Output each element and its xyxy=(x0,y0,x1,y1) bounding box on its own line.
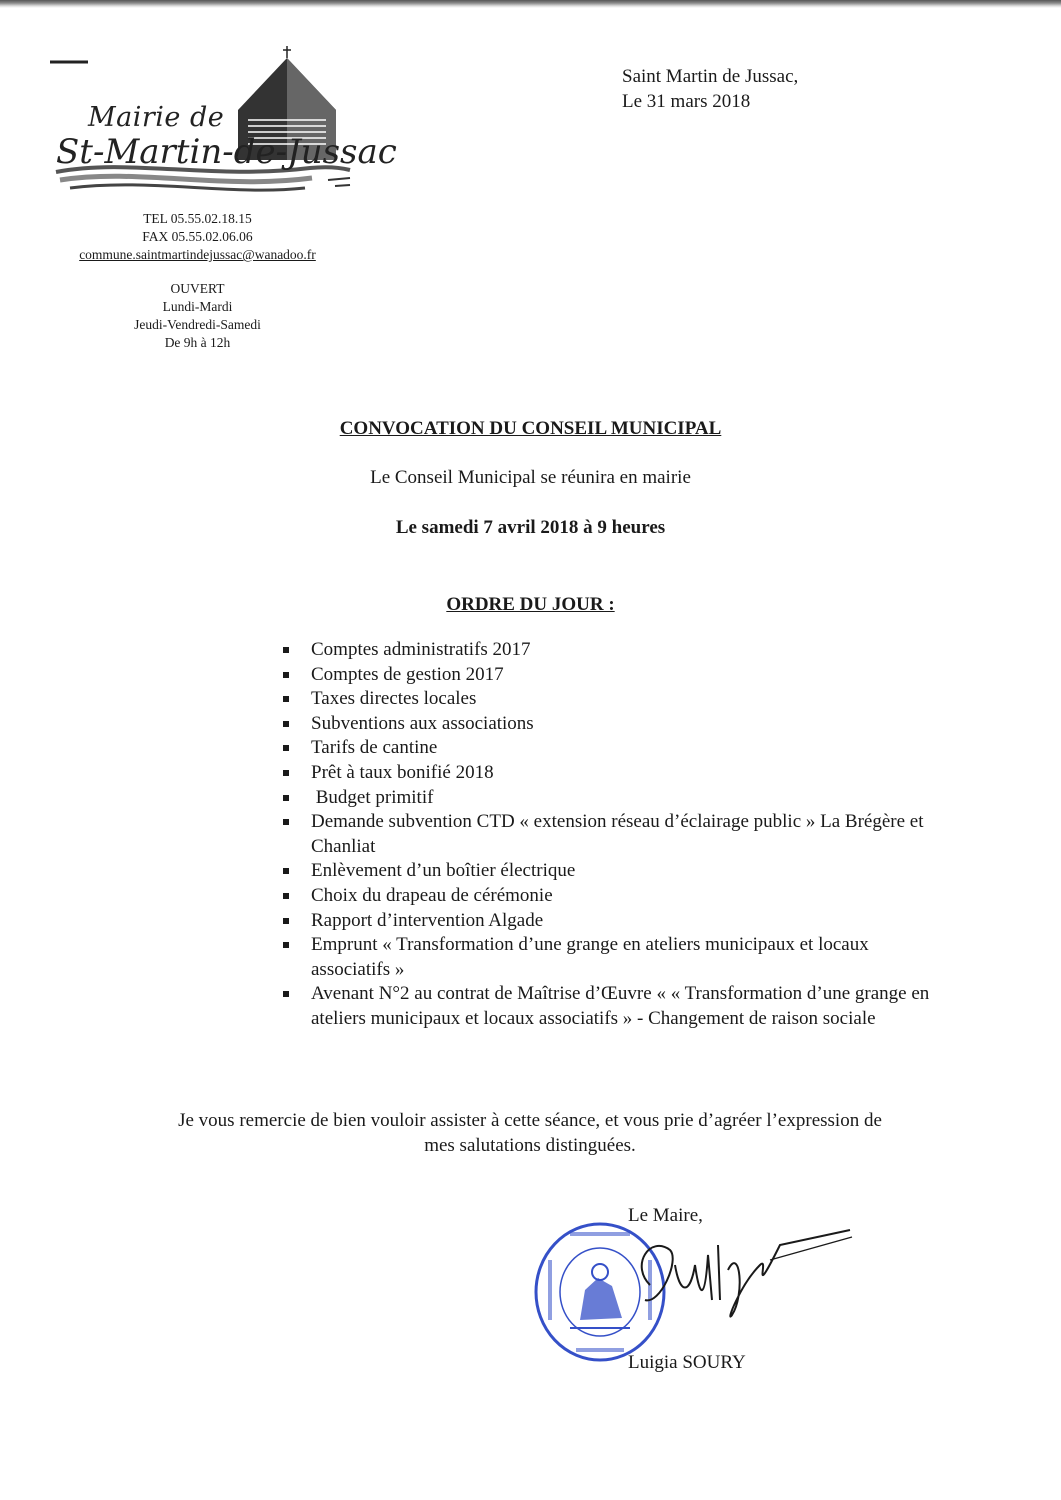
meeting-date: Le samedi 7 avril 2018 à 9 heures xyxy=(395,517,666,538)
open-hours: De 9h à 12h xyxy=(164,335,231,350)
phone-number: TEL 05.55.02.18.15 xyxy=(143,211,252,226)
open-days-2: Jeudi-Vendredi-Samedi xyxy=(134,317,261,332)
agenda-item: Choix du drapeau de cérémonie xyxy=(283,884,943,909)
open-days-1: Lundi-Mardi xyxy=(162,299,233,314)
place-and-date xyxy=(622,64,798,114)
closing-text xyxy=(100,1108,960,1158)
agenda-title: ORDRE DU JOUR : xyxy=(446,594,615,615)
agenda-item: Tarifs de cantine xyxy=(283,736,943,761)
intro-text: Le Conseil Municipal se réunira en mairie xyxy=(370,467,691,488)
logo-title: Mairie de xyxy=(88,102,225,133)
scan-edge xyxy=(0,0,1061,8)
closing-line-1: Je vous remercie de bien vouloir assister à cette séance, et vous prie d’agréer l’expression de xyxy=(178,1110,882,1131)
open-title: OUVERT xyxy=(170,281,225,296)
agenda-item: Budget primitif xyxy=(283,786,943,811)
contact-block xyxy=(60,210,335,264)
letter-date: Le 31 mars 2018 xyxy=(622,91,751,112)
logo-town-name: St-Martin-de-Jussac xyxy=(56,132,397,172)
mayor-name: Luigia SOURY xyxy=(628,1352,746,1373)
fax-number: FAX 05.55.02.06.06 xyxy=(142,229,253,244)
agenda-item: Emprunt « Transformation d’une grange en ateliers municipaux et locaux associatifs » xyxy=(283,933,943,982)
agenda-item: Enlèvement d’un boîtier électrique xyxy=(283,859,943,884)
opening-hours xyxy=(60,280,335,352)
signature-title: Le Maire, xyxy=(628,1205,703,1226)
agenda-item: Taxes directes locales xyxy=(283,687,943,712)
handwritten-signature xyxy=(620,1225,860,1335)
agenda-item: Avenant N°2 au contrat de Maîtrise d’Œuvre « « Transformation d’une grange en ateliers municipaux et locaux associatifs » - Changement de raison sociale xyxy=(283,982,943,1031)
agenda-item: Comptes de gestion 2017 xyxy=(283,663,943,688)
email-link[interactable]: commune.saintmartindejussac@wanadoo.fr xyxy=(79,247,316,262)
town-hall-logo xyxy=(50,40,397,210)
agenda-item: Comptes administratifs 2017 xyxy=(283,638,943,663)
place: Saint Martin de Jussac, xyxy=(622,66,799,87)
agenda-list xyxy=(283,638,943,1032)
agenda-item: Prêt à taux bonifié 2018 xyxy=(283,761,943,786)
closing-line-2: mes salutations distinguées. xyxy=(424,1135,636,1156)
agenda-item: Subventions aux associations xyxy=(283,712,943,737)
agenda-item: Rapport d’intervention Algade xyxy=(283,909,943,934)
agenda-item: Demande subvention CTD « extension réseau d’éclairage public » La Brégère et Chanliat xyxy=(283,810,943,859)
document-title: CONVOCATION DU CONSEIL MUNICIPAL xyxy=(339,418,722,439)
